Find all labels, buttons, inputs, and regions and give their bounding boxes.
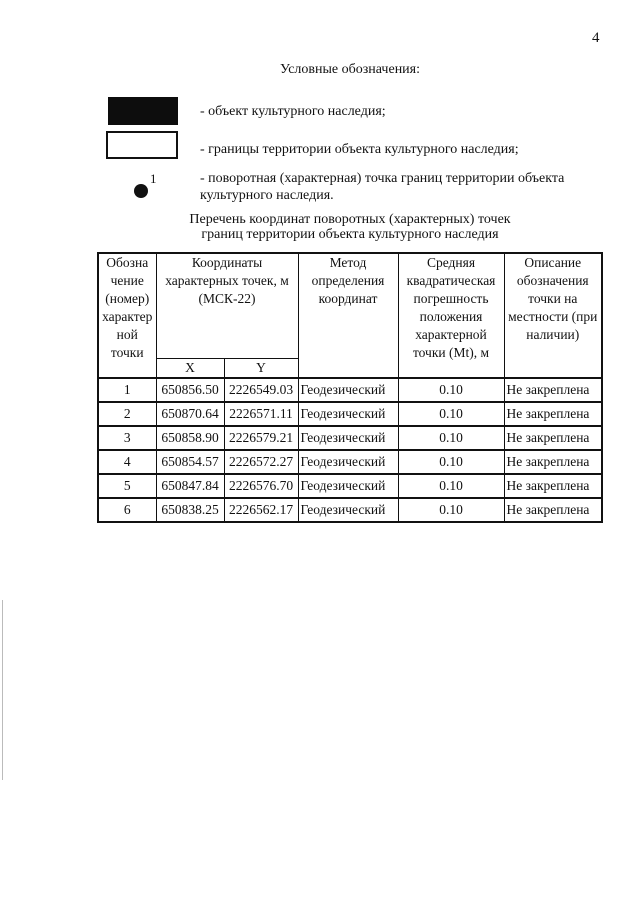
legend-text-boundary: - границы территории объекта культурного наследия; <box>200 142 519 157</box>
header-mean-error: Средняя квадратическая погрешность положения характерной точки (Mt), м <box>398 253 504 378</box>
cell-x: 650858.90 <box>156 426 224 450</box>
legend-title: Условные обозначения: <box>279 62 421 77</box>
cell-mean-error: 0.10 <box>398 450 504 474</box>
legend-text-turning-point: - поворотная (характерная) точка границ территории объекта культурного наследия. <box>200 171 565 203</box>
cell-description: Не закреплена <box>504 474 602 498</box>
header-x: X <box>156 359 224 379</box>
header-coordinates: Координаты характерных точек, м (МСК-22) <box>156 253 298 359</box>
turning-point-symbol <box>134 184 148 198</box>
cell-x: 650870.64 <box>156 402 224 426</box>
cell-mean-error: 0.10 <box>398 378 504 402</box>
cell-point-number: 1 <box>98 378 156 402</box>
cell-point-number: 4 <box>98 450 156 474</box>
scan-edge-mark <box>2 600 3 780</box>
cell-point-number: 2 <box>98 402 156 426</box>
table-row <box>98 498 602 522</box>
cultural-heritage-object-symbol <box>108 97 178 125</box>
cell-y: 2226572.27 <box>224 450 298 474</box>
cell-method: Геодезический <box>298 498 398 522</box>
table-title <box>150 212 550 242</box>
cell-y: 2226562.17 <box>224 498 298 522</box>
cell-mean-error: 0.10 <box>398 426 504 450</box>
cell-y: 2226579.21 <box>224 426 298 450</box>
cell-x: 650847.84 <box>156 474 224 498</box>
cell-description: Не закреплена <box>504 498 602 522</box>
cell-method: Геодезический <box>298 402 398 426</box>
cell-y: 2226549.03 <box>224 378 298 402</box>
cell-method: Геодезический <box>298 378 398 402</box>
legend-text-object: - объект культурного наследия; <box>200 104 386 119</box>
cell-mean-error: 0.10 <box>398 402 504 426</box>
cell-description: Не закреплена <box>504 426 602 450</box>
table-row <box>98 426 602 450</box>
header-method: Метод определения координат <box>298 253 398 378</box>
cell-description: Не закреплена <box>504 378 602 402</box>
cell-x: 650854.57 <box>156 450 224 474</box>
table-row <box>98 378 602 402</box>
cell-point-number: 6 <box>98 498 156 522</box>
table-row <box>98 450 602 474</box>
cell-description: Не закреплена <box>504 450 602 474</box>
turning-point-symbol-label: 1 <box>150 171 157 186</box>
header-y: Y <box>224 359 298 379</box>
territory-boundary-symbol <box>106 131 178 159</box>
table-title-line1: Перечень координат поворотных (характерных) точек <box>189 212 511 227</box>
cell-description: Не закреплена <box>504 402 602 426</box>
cell-method: Геодезический <box>298 474 398 498</box>
page-number: 4 <box>592 30 600 46</box>
cell-y: 2226576.70 <box>224 474 298 498</box>
cell-y: 2226571.11 <box>224 402 298 426</box>
header-point-number: Обозна чение (номер) характер ной точки <box>98 253 156 378</box>
cell-x: 650838.25 <box>156 498 224 522</box>
cell-point-number: 3 <box>98 426 156 450</box>
table-row <box>98 474 602 498</box>
cell-point-number: 5 <box>98 474 156 498</box>
table-row <box>98 402 602 426</box>
cell-method: Геодезический <box>298 426 398 450</box>
coordinates-table <box>97 252 603 523</box>
table-title-line2: границ территории объекта культурного наследия <box>201 227 499 242</box>
cell-mean-error: 0.10 <box>398 498 504 522</box>
cell-x: 650856.50 <box>156 378 224 402</box>
cell-mean-error: 0.10 <box>398 474 504 498</box>
header-description: Описание обозначения точки на местности (при наличии) <box>504 253 602 378</box>
cell-method: Геодезический <box>298 450 398 474</box>
